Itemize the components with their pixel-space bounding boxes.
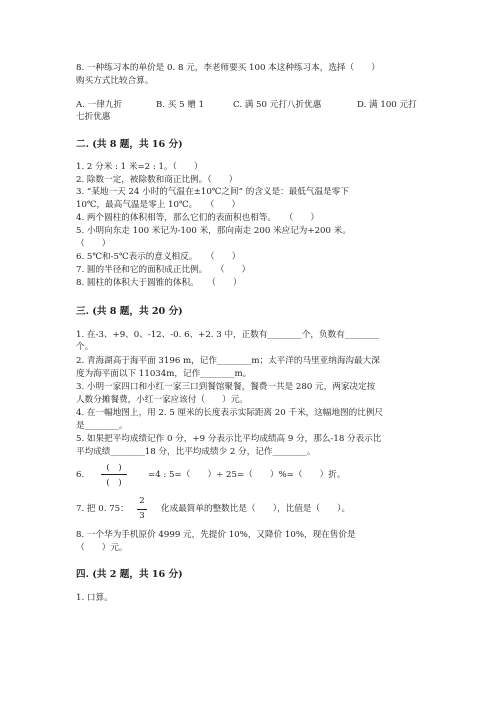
s3-q7-text: 化成最简单的整数比是（ ），比值是（ ）。 (161, 504, 351, 514)
q8-option-d: D. 满 100 元打 (357, 100, 417, 110)
s3-q6-blank-denominator: ( ) (106, 478, 122, 488)
s3-q6-blank-numerator: ( ) (106, 463, 122, 473)
s3-q7-fraction-bar (137, 509, 147, 510)
q8-option-a: A. 一律九折 (76, 100, 123, 110)
s4-line1: 1. 口算。 (76, 593, 113, 603)
s3-q6-fraction-bar (101, 474, 127, 475)
s2-line: 2. 除数一定，被除数和商正比例。（ ） (76, 175, 238, 185)
s2-line: 10℃，最高气温是零上 10℃。 （ ） (76, 200, 241, 210)
q8-line2: 购买方式比较合算。 (76, 76, 154, 86)
s3-line: 5. 如果把平均成绩记作 0 分，+9 分表示比平均成绩高 9 分，那么-18 分表示比 (76, 434, 382, 444)
section3-heading: 三. (共 8 题，共 20 分) (76, 306, 183, 317)
s3-line: 2. 青海湖高于海平面 3196 m，记作________m；太平洋的马里亚纳海沟最大深 (76, 356, 380, 366)
s2-line: 3. “某地一天 24 小时的气温在±10℃之间” 的含义是：最低气温是零下 (76, 187, 349, 197)
s2-line: （ ） (76, 239, 111, 249)
s2-line: 8. 圆柱的体积大于圆锥的体积。 （ ） (76, 278, 242, 288)
s3-q7-denominator: 3 (139, 511, 145, 521)
s2-line: 6. 5℃和-5℃表示的意义相反。 （ ） (76, 252, 241, 262)
s2-line: 1. 2 分米 : 1 米=2 : 1。（ ） (76, 162, 203, 172)
s3-line: 是________。 (76, 421, 128, 431)
s3-line: 1. 在-3、+9、0、-12、-0. 6、+2. 3 中，正数有________个，负数有________ (76, 330, 380, 340)
section2-heading: 二. (共 8 题，共 16 分) (76, 139, 183, 150)
s3-line: 4. 在一幅地图上，用 2. 5 厘米的长度表示实际距离 20 千米，这幅地图的比例尺 (76, 408, 384, 418)
section4-heading: 四. (共 2 题，共 16 分) (76, 569, 183, 580)
q8-option-d-cont: 七折优惠 (76, 112, 111, 122)
s3-line: 个。 (76, 342, 94, 352)
s3-line: 平均成绩________18 分，比平均成绩少 2 分，记作________。 (76, 447, 316, 457)
q8-option-c: C. 满 50 元打八折优惠 (233, 100, 322, 110)
s3-q6-number: 6. (76, 470, 85, 480)
s3-q7-numerator: 2 (139, 496, 145, 506)
s3-q6-text: =4 : 5=（ ）÷ 25=（ ）%=（ ）折。 (148, 470, 346, 480)
s3-q8-line2: （ ）元。 (76, 543, 128, 553)
s2-line: 4. 两个圆柱的体积相等，那么它们的表面积也相等。 （ ） (76, 213, 319, 223)
q8-option-b: B. 买 5 赠 1 (156, 100, 205, 110)
s2-line: 7. 圆的半径和它的面积成正比例。 （ ） (76, 265, 251, 275)
q8-line1: 8. 一种练习本的单价是 0. 8 元，李老师要买 100 本这种练习本，选择（ ） (76, 63, 380, 73)
s3-q7-prefix: 7. 把 0. 75： (76, 504, 129, 514)
s3-line: 度为海平面以下 11034m，记作________m。 (76, 369, 252, 379)
s3-line: 3. 小明一家四口和小红一家三口到餐馆聚餐，餐费一共是 280 元，两家决定按 (76, 382, 376, 392)
s3-q8-line1: 8. 一个华为手机原价 4999 元，先提价 10%，又降价 10%，现在售价是 (76, 530, 356, 540)
s3-line: 人数分摊餐费，小红一家应该付（ ）元。 (76, 395, 248, 405)
s2-line: 5. 小明向东走 100 米记为-100 米，那向南走 200 米应记为+200 米。 (76, 226, 351, 236)
